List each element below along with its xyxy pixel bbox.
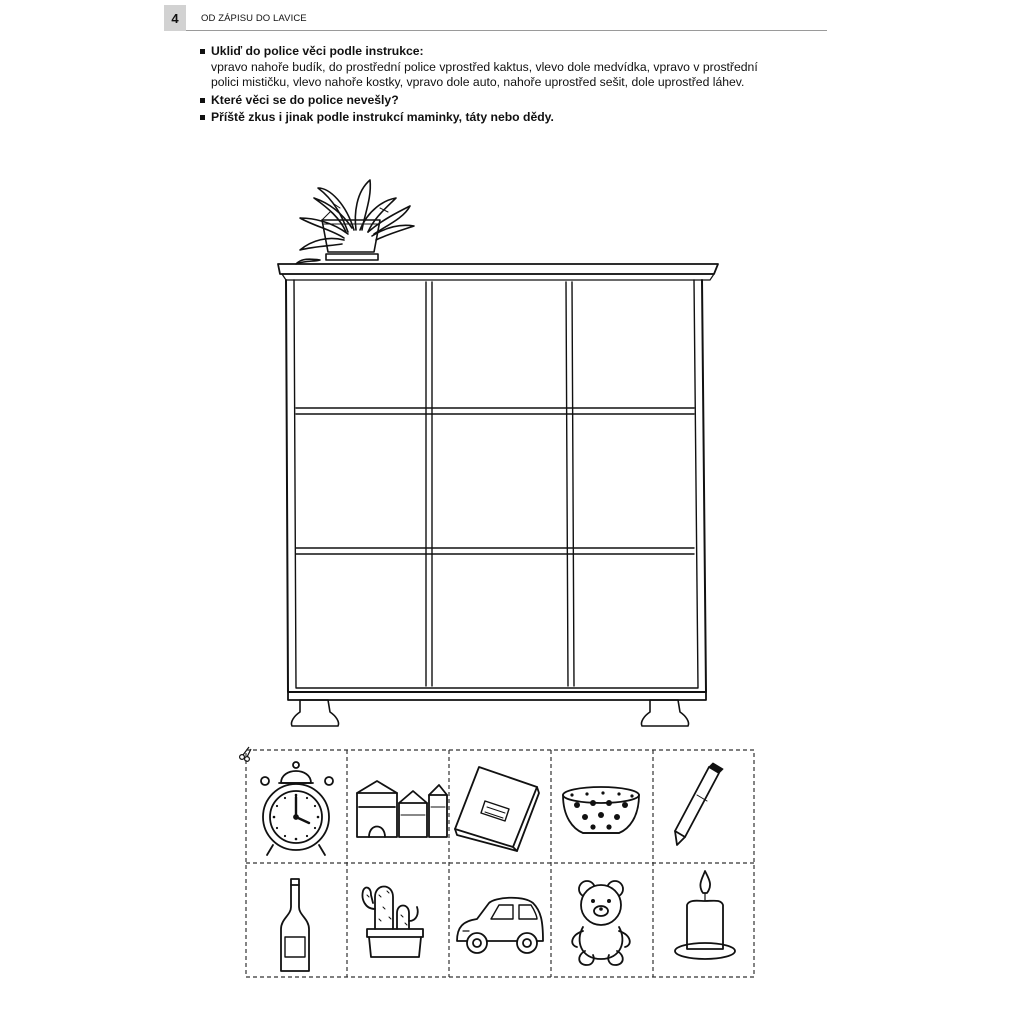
bullet-icon: [200, 115, 205, 120]
shelf-drawing: [270, 160, 730, 735]
instruction-1-heading: Ukliď do police věci podle instrukce:: [211, 44, 424, 58]
header-divider: [186, 30, 827, 31]
candle-icon: [675, 871, 735, 959]
cutout-cards: [237, 745, 762, 985]
pencil-icon: [675, 763, 723, 845]
instruction-1-line-2: polici mističku, vlevo nahoře kostky, vpravo dole auto, nahoře uprostřed sešit, dole uprostřed láhev.: [211, 75, 745, 90]
bullet-icon: [200, 49, 205, 54]
shelf-frame-icon: [286, 280, 706, 692]
shelf-top-icon: [278, 264, 718, 274]
instruction-1-line-1: vpravo nahoře budík, do prostřední police vprostřed kaktus, vlevo dole medvídka, vpravo v prostřední: [211, 59, 758, 74]
instruction-2: [200, 93, 840, 109]
page-number: 4: [164, 5, 186, 31]
dotted-bowl-icon: [563, 787, 639, 833]
instruction-3: [200, 110, 840, 126]
shelf-feet-icon: [291, 700, 688, 726]
instruction-3-heading: Příště zkus i jinak podle instrukcí maminky, táty nebo dědy.: [211, 110, 554, 125]
toy-car-icon: [457, 898, 543, 953]
potted-plant-icon: [296, 180, 414, 264]
toy-blocks-icon: [357, 781, 447, 837]
instruction-1: [200, 44, 840, 91]
alarm-clock-icon: [261, 762, 333, 855]
header-title: OD ZÁPISU DO LAVICE: [201, 13, 307, 24]
scissors-icon: [240, 747, 251, 761]
instructions: [200, 44, 840, 126]
notebook-icon: [455, 767, 539, 851]
potted-cactus-icon: [363, 887, 424, 958]
teddy-bear-icon: [572, 881, 630, 965]
instruction-2-heading: Které věci se do police nevešly?: [211, 92, 399, 107]
bullet-icon: [200, 98, 205, 103]
bottle-icon: [281, 879, 309, 971]
